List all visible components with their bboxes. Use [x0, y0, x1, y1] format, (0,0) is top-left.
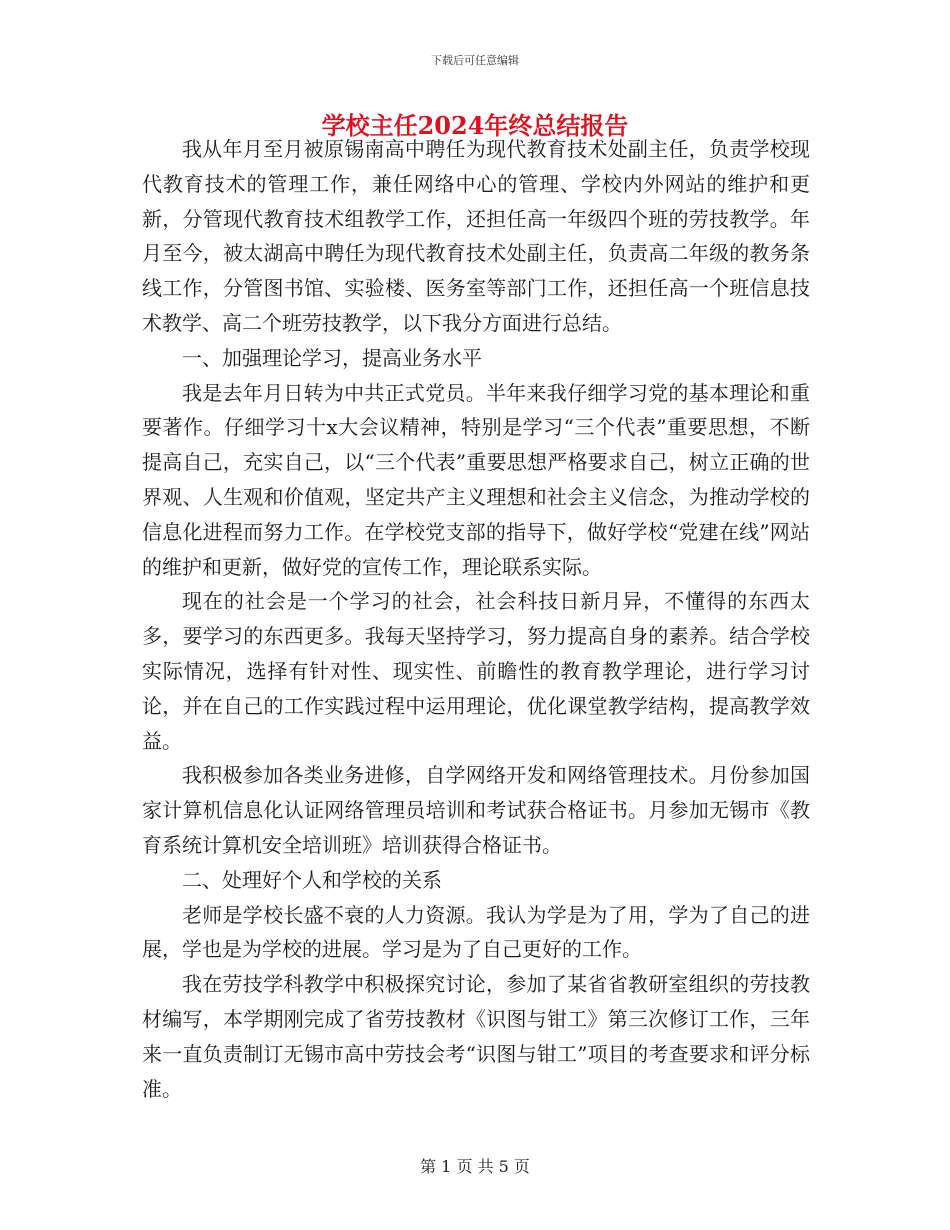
paragraph-training: 我积极参加各类业务进修，自学网络开发和网络管理技术。月份参加国家计算机信息化认证网络管理员培训和考试获合格证书。月参加无锡市《教育系统计算机安全培训班》培训获得合格证书。 [142, 763, 810, 857]
document-body [142, 132, 810, 1106]
paragraph-textbook: 我在劳技学科教学中积极探究讨论，参加了某省省教研室组织的劳技教材编写，本学期刚完成了省劳技教材《识图与钳工》第三次修订工作，三年来一直负责制订无锡市高中劳技会考“识图与钳工”项目的考查要求和评分标准。 [142, 972, 810, 1101]
document-title: 学校主任2024年终总结报告 [321, 111, 629, 140]
paragraph-intro: 我从年月至月被原锡南高中聘任为现代教育技术处副主任，负责学校现代教育技术的管理工作，兼任网络中心的管理、学校内外网站的维护和更新，分管现代教育技术组教学工作，还担任高一年级四个班的劳技教学。年月至今，被太湖高中聘任为现代教育技术处副主任，负责高二年级的教务条线工作，分管图书馆、实验楼、医务室等部门工作，还担任高一个班信息技术教学、高二个班劳技教学，以下我分方面进行总结。 [142, 137, 810, 335]
page-number: 第 1 页 共 5 页 [420, 1157, 530, 1176]
page-header-note: 下载后可任意编辑 [431, 54, 519, 67]
paragraph-party-study: 我是去年月日转为中共正式党员。半年来我仔细学习党的基本理论和重要著作。仔细学习十x大会议精神，特别是学习“三个代表”重要思想，不断提高自己，充实自己，以“三个代表”重要思想严格要求自己，树立正确的世界观、人生观和价值观，坚定共产主义理想和社会主义信念，为推动学校的信息化进程而努力工作。在学校党支部的指导下，做好学校“党建在线”网站的维护和更新，做好党的宣传工作，理论联系实际。 [142, 380, 810, 579]
paragraph-learning-society: 现在的社会是一个学习的社会，社会科技日新月异，不懂得的东西太多，要学习的东西更多。我每天坚持学习，努力提高自身的素养。结合学校实际情况，选择有针对性、现实性、前瞻性的教育教学理论，进行学习讨论，并在自己的工作实践过程中运用理论，优化课堂教学结构，提高教学效益。 [142, 589, 810, 753]
section-heading-1: 一、加强理论学习，提高业务水平 [182, 345, 482, 370]
section-heading-2: 二、处理好个人和学校的关系 [182, 867, 442, 892]
paragraph-teachers: 老师是学校长盛不衰的人力资源。我认为学是为了用，学为了自己的进展，学也是为学校的进展。学习是为了自己更好的工作。 [142, 902, 810, 962]
